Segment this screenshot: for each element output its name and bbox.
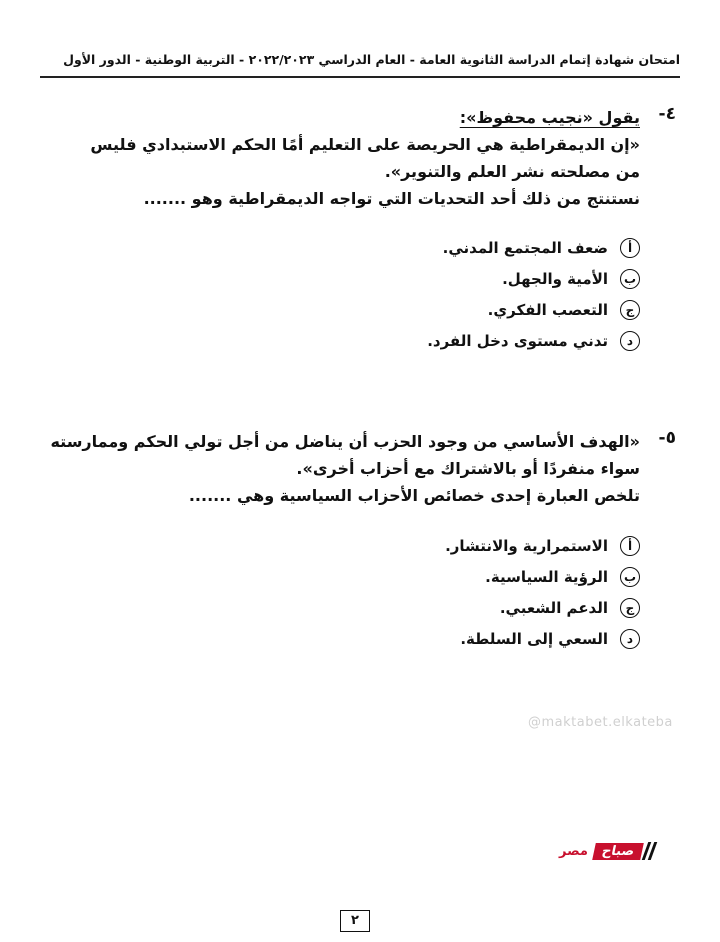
quote-line: «الهدف الأساسي من وجود الحزب أن يناضل من أجل تولي الحكم وممارسته	[50, 432, 640, 451]
options-question-4	[220, 232, 640, 356]
brand-name: صباح	[592, 843, 644, 860]
option-text: الدعم الشعبي.	[499, 598, 608, 617]
option-a[interactable]	[220, 530, 640, 561]
brand-logo	[553, 840, 654, 862]
option-letter-badge: ب	[620, 269, 640, 289]
question-prompt: نستنتج من ذلك أحد التحديات التي تواجه الديمقراطية وهو .......	[143, 189, 640, 208]
watermark-text: @maktabet.elkateba	[528, 715, 673, 730]
option-d[interactable]	[220, 325, 640, 356]
option-text: الاستمرارية والانتشار.	[445, 536, 608, 555]
quote-line: سواء منفردًا أو بالاشتراك مع أحزاب أخرى».	[296, 459, 640, 478]
page-number: ٢	[340, 910, 370, 932]
option-letter-badge: ج	[620, 300, 640, 320]
question-5	[50, 428, 676, 509]
option-text: السعي إلى السلطة.	[460, 629, 608, 648]
question-number: ٤-	[658, 104, 676, 124]
exam-header: امتحان شهادة إتمام الدراسة الثانوية العامة - العام الدراسي ٢٠٢٢/٢٠٢٣ - التربية الوطنية - الدور الأول	[63, 52, 680, 67]
options-question-5	[220, 530, 640, 654]
option-c[interactable]	[220, 592, 640, 623]
question-prompt: تلخص العبارة إحدى خصائص الأحزاب السياسية وهي .......	[188, 486, 640, 505]
option-letter-badge: أ	[620, 238, 640, 258]
option-b[interactable]	[220, 263, 640, 294]
option-text: الأمية والجهل.	[502, 269, 608, 288]
option-text: الرؤية السياسية.	[485, 567, 608, 586]
question-number: ٥-	[658, 428, 676, 448]
option-text: التعصب الفكري.	[487, 300, 608, 319]
option-letter-badge: د	[620, 629, 640, 649]
option-text: ضعف المجتمع المدني.	[442, 238, 608, 257]
quote-line: من مصلحته نشر العلم والتنوير».	[384, 162, 640, 181]
option-letter-badge: ج	[620, 598, 640, 618]
option-letter-badge: د	[620, 331, 640, 351]
question-speaker-line	[60, 104, 640, 131]
brand-suffix: مصر	[559, 843, 588, 859]
option-letter-badge: ب	[620, 567, 640, 587]
header-divider	[40, 76, 680, 78]
option-c[interactable]	[220, 294, 640, 325]
question-4	[60, 104, 676, 212]
question-speaker: يقول «نجيب محفوظ»:	[459, 108, 640, 127]
quote-line: «إن الديمقراطية هي الحريصة على التعليم أمًا الحكم الاستبدادي فليس	[90, 135, 640, 154]
option-d[interactable]	[220, 623, 640, 654]
option-letter-badge: أ	[620, 536, 640, 556]
option-b[interactable]	[220, 561, 640, 592]
option-a[interactable]	[220, 232, 640, 263]
option-text: تدني مستوى دخل الفرد.	[427, 331, 608, 350]
